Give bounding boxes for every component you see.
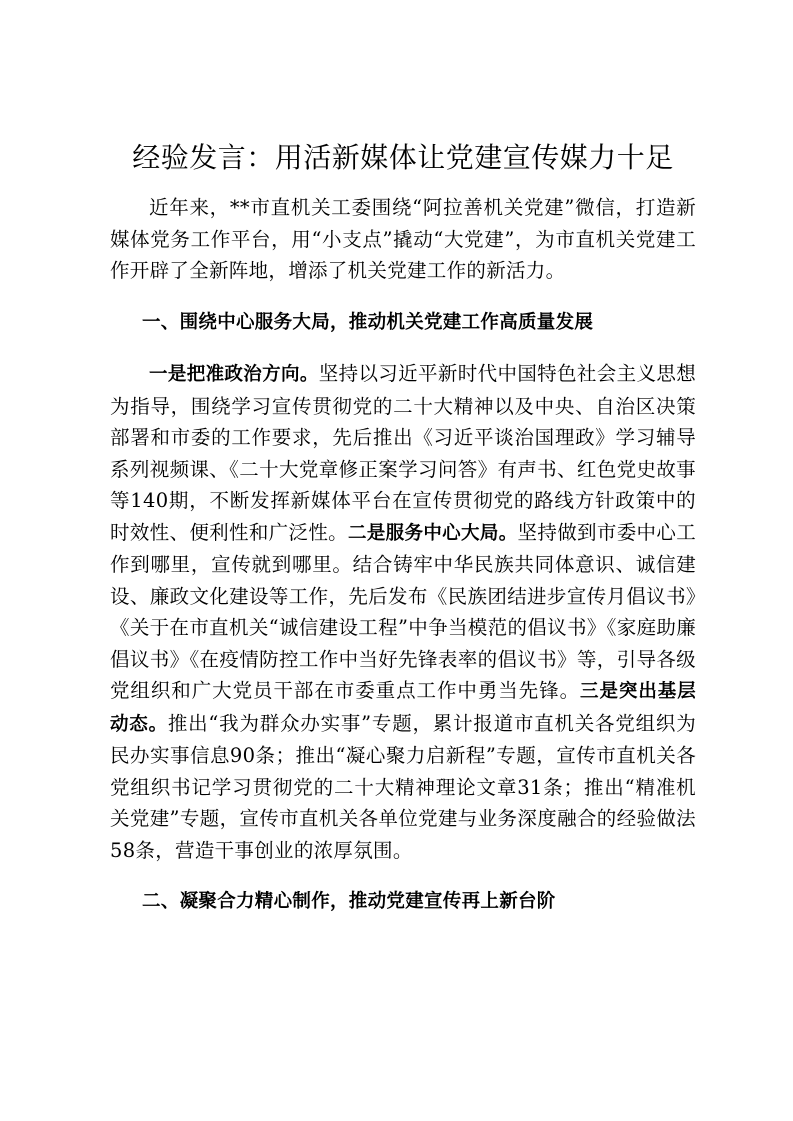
point-2-text: 坚持做到市委中心工作到哪里，宣传就到哪里。结合铸牢中华民族共同体意识、诚信建设、廉政文化建设等工作，先后发布《民族团结进步宣传月倡议书》《关于在市直机关“诚信建设工程”中争当模范的倡议书》《家庭助廉倡议书》《在疫情防控工作中当好先锋表率的倡议书》等，引导各级党组织和广大党员干部在市委重点工作中勇当先锋。 — [110, 520, 697, 702]
section-2-heading: 二、凝聚合力精心制作，推动党建宣传再上新台阶 — [142, 891, 556, 912]
document-title: 经验发言：用活新媒体让党建宣传媒力十足 — [132, 141, 674, 174]
document-page — [110, 138, 696, 938]
point-2-lead: 二是服务中心大局。 — [348, 522, 518, 544]
section-1-heading: 一、围绕中心服务大局，推动机关党建工作高质量发展 — [142, 311, 594, 333]
point-1-lead: 一是把准政治方向。 — [149, 364, 319, 385]
point-3-text: 推出“我为群众办实事”专题，累计报道市直机关各党组织为民办实事信息90条；推出“凝心聚力启新程”专题，宣传市直机关各党组织书记学习贯彻党的二十大精神理论文章31条；推出“精准机关党建”专题，宣传市直机关各单位党建与业务深度融合的经验做法58条，营造干事创业的浓厚氛围。 — [110, 711, 696, 862]
point-3-lead: 三是突出基层动态。 — [110, 681, 696, 735]
point-1-text: 坚持以习近平新时代中国特色社会主义思想为指导，围绕学习宣传贯彻党的二十大精神以及中央、自治区决策部署和市委的工作要求，先后推出《习近平谈治国理政》学习辅导系列视频课、《二十大党章修正案学习问答》有声书、红色党史故事等140期，不断发挥新媒体平台在宣传贯彻党的路线方针政策中的时效性、便利性和广泛性。 — [110, 362, 696, 544]
intro-paragraph: 近年来，**市直机关工委围绕“阿拉善机关党建”微信，打造新媒体党务工作平台，用“小支点”撬动“大党建”，为市直机关党建工作开辟了全新阵地，增添了机关党建工作的新活力。 — [110, 196, 696, 282]
section-1-paragraph — [110, 358, 696, 866]
